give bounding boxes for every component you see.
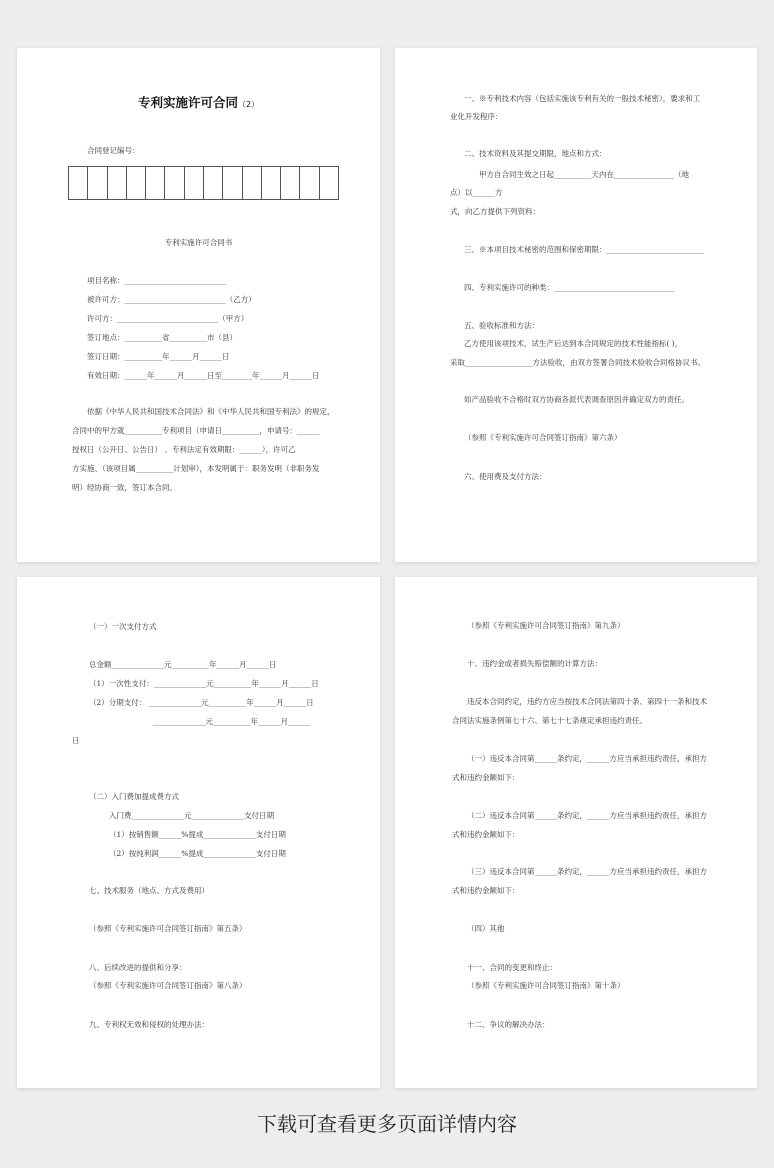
clause-line: 二、技术资料及其提交期限，地点和方式： bbox=[464, 149, 607, 158]
field-line: 签订地点：__________省__________市（县） bbox=[87, 333, 237, 342]
clause-line: 甲方自合同生效之日起__________天内在________________（地 bbox=[479, 170, 689, 179]
clause-line: 违反本合同约定，违约方应当按技术合同法第四十条、第四十一条和技术 bbox=[467, 697, 707, 706]
registration-cell bbox=[185, 167, 204, 199]
clause-line: 六、使用费及支付方法： bbox=[464, 472, 547, 481]
contract-heading: 专利实施许可合同书 bbox=[164, 238, 233, 247]
clause-line: 七、技术服务（地点、方式及费用） bbox=[89, 886, 209, 895]
clause-line: 八、后续改进的提供和分享： bbox=[89, 963, 187, 972]
paragraph-line: 合同中的甲方就__________专利项目（申请日__________，申请号：______ bbox=[72, 426, 320, 435]
clause-line: （参照《专利实施许可合同签订指南》第十条） bbox=[467, 981, 625, 990]
clause-line: 入门费______________元______________支付日期 bbox=[109, 811, 274, 820]
paragraph-line: 方实施、（该项目属__________计划审），本发明属于：职务发明（非职务发 bbox=[72, 464, 320, 473]
clause-line: 一、※专利技术内容（包括实施该专利有关的一般技术秘密），要求和工 bbox=[464, 94, 701, 103]
registration-cell bbox=[165, 167, 184, 199]
registration-cell bbox=[300, 167, 319, 199]
registration-cell bbox=[320, 167, 338, 199]
more-pages-caption: 下载可查看更多页面详情内容 bbox=[257, 1112, 517, 1136]
clause-line: 十二、争议的解决办法： bbox=[467, 1020, 550, 1029]
clause-line: ______________元__________年______月______ bbox=[153, 717, 311, 726]
paragraph-line: 授权日（公开日、公告日） 、专利法定有效期限：______），许可乙 bbox=[72, 445, 296, 454]
clause-line: 业化开发程序： bbox=[450, 112, 503, 121]
registration-number-boxes bbox=[68, 166, 339, 200]
clause-line: （1）一次性支付：______________元__________年______月______日 bbox=[89, 679, 319, 688]
document-page-4 bbox=[395, 577, 757, 1088]
clause-line: 四、专利实施许可的种类：________________________________ bbox=[464, 283, 674, 292]
paragraph-line: 明）经协商一致，签订本合同。 bbox=[72, 483, 177, 492]
clause-line: 十一、合同的变更和终止： bbox=[467, 963, 557, 972]
paragraph-line: 依据《中华人民共和国技术合同法》和《中华人民共和国专利法》的规定， bbox=[87, 407, 335, 416]
document-page-2 bbox=[395, 48, 757, 562]
field-line: 许可方：___________________________（甲方） bbox=[87, 314, 249, 323]
document-page-3 bbox=[17, 577, 380, 1088]
clause-line: 式，向乙方提供下列资料： bbox=[450, 207, 540, 216]
clause-line: （一）一次支付方式 bbox=[89, 622, 157, 631]
registration-cell bbox=[223, 167, 242, 199]
field-line: 被许可方：___________________________（乙方） bbox=[87, 295, 256, 304]
clause-line: 三、※本项目技术秘密的范围和保密期限：__________________________ bbox=[464, 245, 704, 254]
registration-cell bbox=[262, 167, 281, 199]
clause-line: 五、验收标准和方法： bbox=[464, 321, 539, 330]
registration-cell bbox=[146, 167, 165, 199]
clause-line: （二）违反本合同第______条约定，______方应当承担违约责任，承担方 bbox=[467, 811, 707, 820]
clause-line: （2）按纯利润______%提成______________支付日期 bbox=[109, 849, 286, 858]
clause-line: 式和违约金额如下： bbox=[452, 830, 520, 839]
clause-line: 乙方使用该项技术，试生产后达到本合同规定的技术性能指标( )， bbox=[464, 339, 683, 348]
clause-line: （三）违反本合同第______条约定，______方应当承担违约责任，承担方 bbox=[467, 867, 707, 876]
clause-line: （参照《专利实施许可合同签订指南》第八条） bbox=[89, 981, 247, 990]
field-line: 有效日期：______年______月______日至________年______月______日 bbox=[87, 371, 320, 380]
registration-label: 合同登记编号： bbox=[87, 146, 140, 155]
field-line: 项目名称：___________________________ bbox=[87, 276, 226, 285]
clause-line: 十、违约金或者损失赔偿额的计算方法： bbox=[467, 659, 602, 668]
clause-line: 点）以______方 bbox=[450, 188, 503, 197]
registration-cell bbox=[108, 167, 127, 199]
clause-line: 式和违约金额如下： bbox=[452, 886, 520, 895]
clause-line: （1）按销售额______%提成______________支付日期 bbox=[109, 830, 286, 839]
clause-line: 式和违约金额如下： bbox=[452, 773, 520, 782]
clause-line: 日 bbox=[72, 736, 80, 745]
clause-line: （一）违反本合同第______条约定，______方应当承担违约责任，承担方 bbox=[467, 754, 707, 763]
clause-line: 九、专利权无效和侵权的处理办法： bbox=[89, 1020, 209, 1029]
field-line: 签订日期：__________年______月______日 bbox=[87, 352, 230, 361]
clause-line: 如产品验收不合格时双方协商各派代表调查原因并确定双方的责任。 bbox=[464, 395, 689, 404]
registration-cell bbox=[88, 167, 107, 199]
registration-cell bbox=[281, 167, 300, 199]
clause-line: （二）入门费加提成费方式 bbox=[89, 792, 179, 801]
clause-line: （参照《专利实施许可合同签订指南》第六条） bbox=[464, 433, 622, 442]
registration-cell bbox=[69, 167, 88, 199]
clause-line: 总金额______________元__________年______月______日 bbox=[89, 660, 277, 669]
clause-line: 采取__________________方法验收，由双方签署合同技术验收合同格协议书。 bbox=[450, 358, 705, 367]
registration-cell bbox=[204, 167, 223, 199]
clause-line: （参照《专利实施许可合同签订指南》第五条） bbox=[89, 924, 247, 933]
registration-cell bbox=[127, 167, 146, 199]
contract-title: 专利实施许可合同（2） bbox=[137, 95, 260, 110]
document-page-1 bbox=[17, 48, 380, 562]
registration-cell bbox=[243, 167, 262, 199]
clause-line: （参照《专利实施许可合同签订指南》第九条） bbox=[467, 621, 625, 630]
clause-line: 合同法实施条例第七十六、第七十七条规定承担违约责任。 bbox=[452, 716, 647, 725]
clause-line: （2）分期支付： ______________元__________年______月______日 bbox=[89, 698, 314, 707]
clause-line: （四）其他 bbox=[467, 924, 505, 933]
